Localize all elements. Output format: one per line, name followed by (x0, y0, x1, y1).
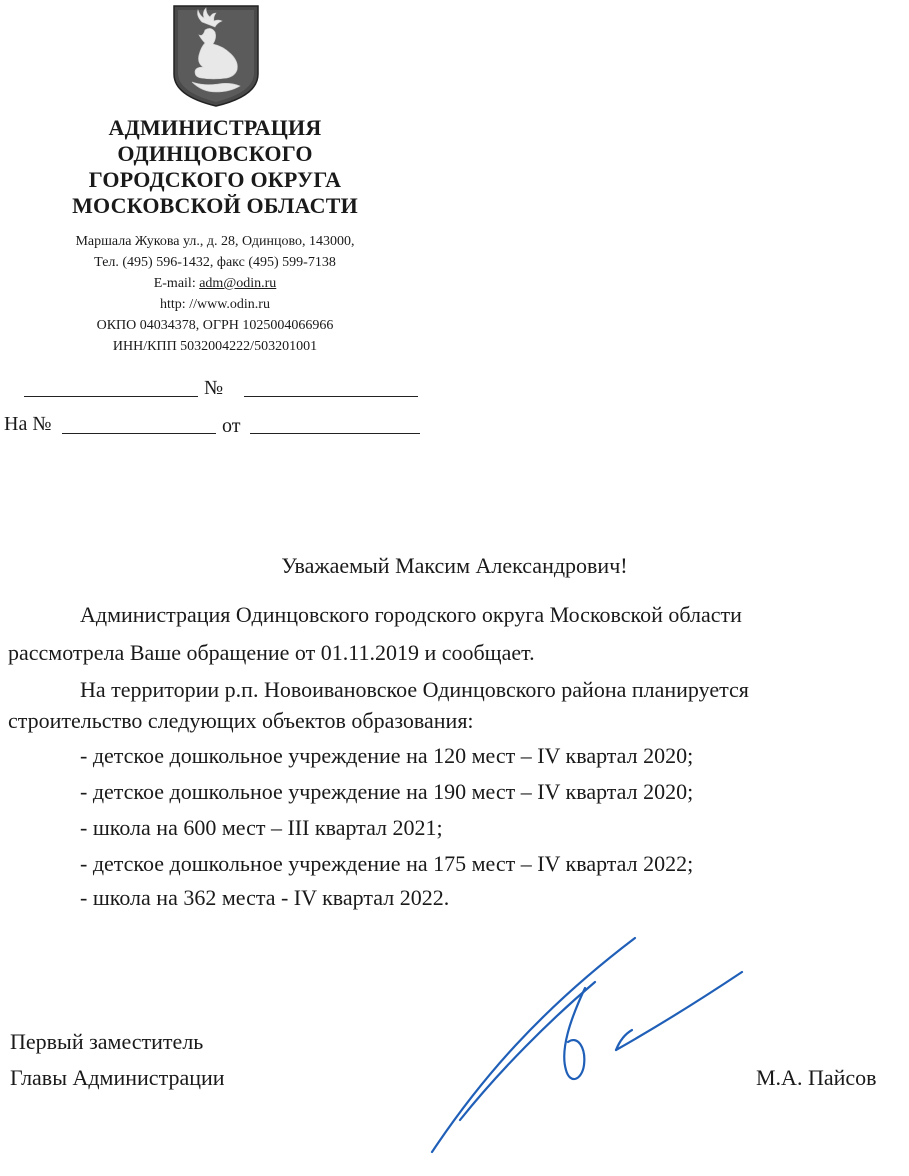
email-link[interactable]: adm@odin.ru (199, 276, 277, 291)
inn-kpp-line: ИНН/КПП 5032004222/503201001 (112, 339, 318, 354)
org-title-line-3: ГОРОДСКОГО ОКРУГА (88, 167, 342, 192)
reply-date-blank (250, 433, 420, 434)
coat-of-arms-emblem (172, 4, 260, 108)
website-line[interactable]: http: //www.odin.ru (160, 297, 270, 312)
list-item: - детское дошкольное учреждение на 175 мест – IV квартал 2022; (80, 851, 694, 876)
list-item: - детское дошкольное учреждение на 190 мест – IV квартал 2020; (80, 779, 694, 804)
org-title-line-4: МОСКОВСКОЙ ОБЛАСТИ (72, 193, 358, 218)
outgoing-number-blank (244, 396, 418, 397)
list-item: - школа на 362 места - IV квартал 2022. (80, 885, 450, 910)
okpo-ogrn-line: ОКПО 04034378, ОГРН 1025004066966 (96, 318, 334, 333)
email-label: E-mail: (153, 276, 200, 291)
paragraph-1-line-2: рассмотрела Ваше обращение от 01.11.2019 и сообщает. (8, 640, 535, 665)
signatory-position-line-2: Главы Администрации (10, 1065, 225, 1090)
list-item: - школа на 600 мест – III квартал 2021; (80, 815, 443, 840)
reply-from-label: от (222, 415, 241, 437)
greeting: Уважаемый Максим Александрович! (281, 553, 628, 578)
signatory-position-line-1: Первый заместитель (10, 1029, 204, 1054)
reply-number-label: На № (4, 413, 52, 435)
org-title-line-1: АДМИНИСТРАЦИЯ (108, 115, 322, 140)
reply-number-blank (62, 433, 216, 434)
paragraph-2-line-1: На территории р.п. Новоивановское Одинцовского района планируется (80, 677, 749, 702)
phone-fax-line: Тел. (495) 596-1432, факс (495) 599-7138 (94, 255, 336, 270)
list-item: - детское дошкольное учреждение на 120 мест – IV квартал 2020; (80, 743, 694, 768)
email-line (20, 273, 410, 294)
outgoing-date-blank (24, 396, 198, 397)
signature-ink (432, 938, 742, 1152)
paragraph-1-line-1: Администрация Одинцовского городского округа Московской области (80, 602, 742, 627)
handwritten-signature (420, 930, 750, 1160)
outgoing-number-sign: № (204, 377, 224, 399)
paragraph-2-line-2: строительство следующих объектов образования: (8, 708, 474, 733)
address-line: Маршала Жукова ул., д. 28, Одинцово, 143000, (75, 234, 355, 249)
org-title-line-2: ОДИНЦОВСКОГО (117, 141, 313, 166)
signatory-name: М.А. Пайсов (756, 1065, 877, 1090)
